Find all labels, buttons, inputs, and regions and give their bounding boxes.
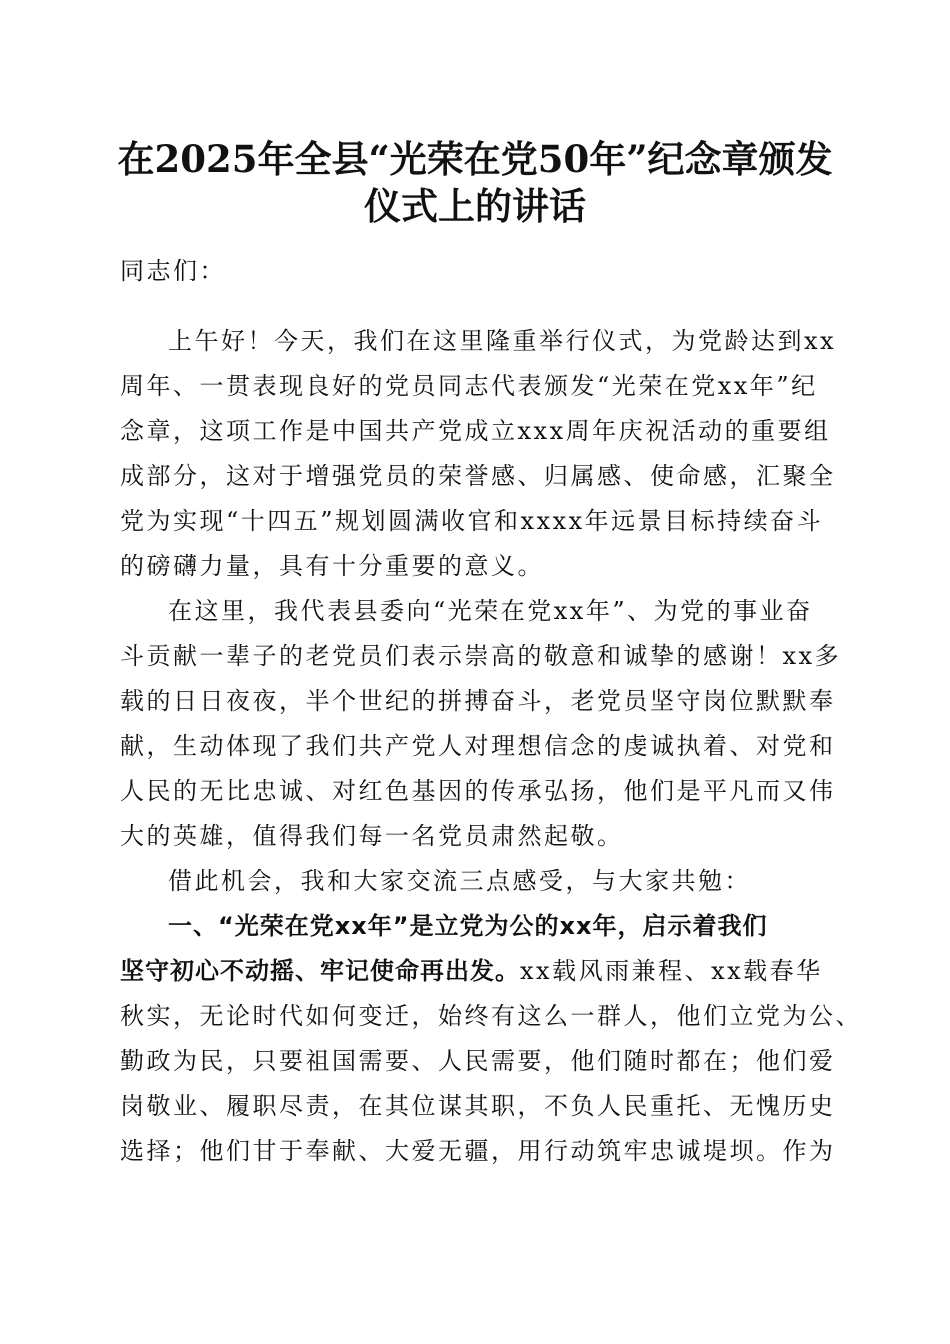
paragraph-1-line: 党为实现“十四五”规划圆满收官和xxxx年远景目标持续奋斗 [120,507,824,535]
paragraph-2-line: 斗贡献一辈子的老党员们表示崇高的敬意和诚挚的感谢！xx多 [120,642,842,670]
section-1-line-2 [120,956,823,986]
paragraph-1-line: 的磅礴力量，具有十分重要的意义。 [120,552,544,580]
paragraph-1-line: 周年、一贯表现良好的党员同志代表颁发“光荣在党xx年”纪 [120,372,818,400]
paragraph-2-line: 大的英雄，值得我们每一名党员肃然起敬。 [120,822,624,850]
section-1-body-line: 秋实，无论时代如何变迁，始终有这么一群人，他们立党为公、 [120,1002,862,1030]
paragraph-2-line: 人民的无比忠诚、对红色基因的传承弘扬，他们是平凡而又伟 [120,777,836,805]
paragraph-3: 借此机会，我和大家交流三点感受，与大家共勉： [168,867,751,895]
paragraph-2-line: 在这里，我代表县委向“光荣在党xx年”、为党的事业奋 [168,597,813,625]
paragraph-2-line: 献，生动体现了我们共产党人对理想信念的虔诚执着、对党和 [120,732,836,760]
section-1-body-line: 勤政为民，只要祖国需要、人民需要，他们随时都在；他们爱 [120,1047,836,1075]
document-title-line-1: 在2025年全县“光荣在党50年”纪念章颁发 [117,137,833,181]
section-1-heading-line-1: 一、“光荣在党xx年”是立党为公的xx年，启示着我们 [168,912,768,940]
paragraph-1-line: 念章，这项工作是中国共产党成立xxx周年庆祝活动的重要组 [120,417,831,445]
salutation: 同志们： [120,257,226,285]
paragraph-1-line: 成部分，这对于增强党员的荣誉感、归属感、使命感，汇聚全 [120,462,836,490]
section-1-heading-line-2: 坚守初心不动摇、牢记使命再出发。 [120,957,520,985]
document-title-line-2: 仪式上的讲话 [364,184,586,228]
section-1-body-line: 选择；他们甘于奉献、大爱无疆，用行动筑牢忠诚堤坝。作为 [120,1137,836,1165]
paragraph-1-line: 上午好！今天，我们在这里隆重举行仪式，为党龄达到xx [168,327,837,355]
section-1-body-line: 岗敬业、履职尽责，在其位谋其职，不负人民重托、无愧历史 [120,1092,836,1120]
section-1-line-2-text: xx载风雨兼程、xx载春华 [520,957,823,985]
paragraph-2-line: 载的日日夜夜，半个世纪的拼搏奋斗，老党员坚守岗位默默奉 [120,687,836,715]
